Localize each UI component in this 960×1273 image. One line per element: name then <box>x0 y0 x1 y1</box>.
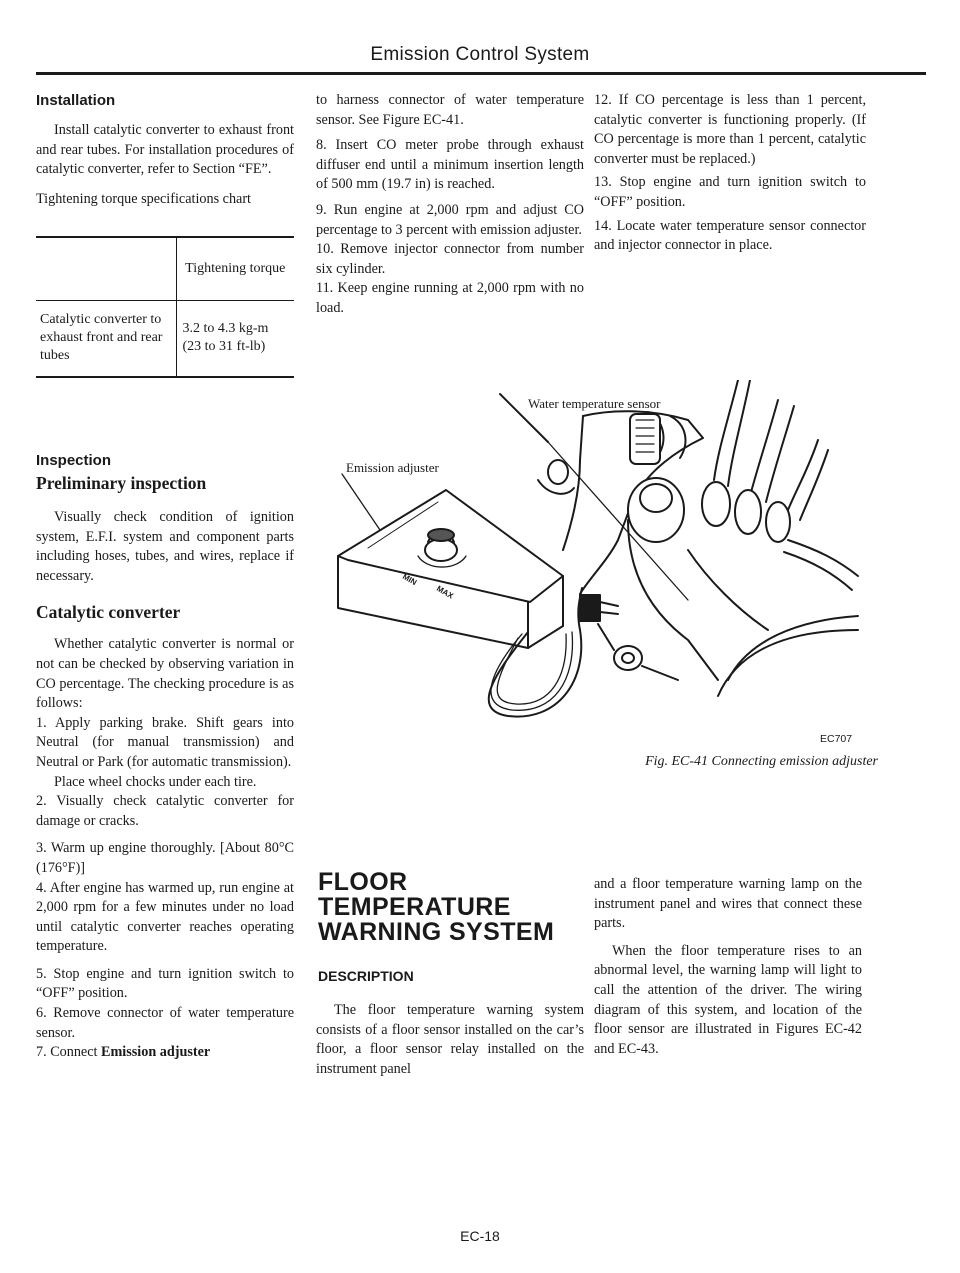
floor-description-p1-continued: and a floor temperature warning lamp on the instrument panel and wires that connect these parts. <box>594 876 862 932</box>
step-14: 14. Locate water temperature sensor connector and injector connector in place. <box>594 217 866 254</box>
step-5: 5. Stop engine and turn ignition switch to “OFF” position. <box>36 965 294 1002</box>
torque-table <box>36 236 294 378</box>
page-header-title: Emission Control System <box>370 44 590 65</box>
step-7-continued-text: to harness connector of water temperature sensor. See Figure EC-41. <box>316 92 584 128</box>
floor-p1-text: The floor temperature warning system consists of a floor sensor installed on the car’s floor, a floor sensor relay installed on the instrument panel <box>316 1002 584 1077</box>
harness-connector <box>580 595 600 621</box>
torque-table-row-label: Catalytic converter to exhaust front and rear tubes <box>36 300 176 377</box>
step-8: 8. Insert CO meter probe through exhaust diffuser end until a minimum insertion length of 500 mm (19.7 in) is reached. <box>316 137 584 193</box>
installation-section <box>36 92 294 209</box>
torque-chart-title: Tightening torque specifications chart <box>36 190 252 207</box>
adjuster-cable <box>489 588 582 717</box>
step-1: 1. Apply parking brake. Shift gears into Neutral (for manual transmission) and Neutral or Park (for automatic transmission). <box>36 714 294 770</box>
emission-adjuster-term: Emission adjuster <box>101 1044 211 1061</box>
floor-description-p2: When the floor temperature rises to an abnormal level, the warning lamp will light to call the attention of the driver. The wiring diagram of this system, and location of the floor sensor are illustrated in Figures EC-42 and EC-43. <box>594 942 862 1057</box>
floor-heading-line-1: FLOOR <box>318 868 408 896</box>
preliminary-inspection-heading: Preliminary inspection <box>36 473 207 493</box>
step-13: 13. Stop engine and turn ignition switch to “OFF” position. <box>594 174 866 210</box>
torque-table-row-value: 3.2 to 4.3 kg-m (23 to 31 ft-lb) <box>176 300 294 377</box>
floor-description-p1 <box>316 1001 584 1079</box>
inspection-heading: Inspection <box>36 452 112 469</box>
step-3: 3. Warm up engine thoroughly. [About 80°C (176°F)] <box>36 840 294 876</box>
column-3-steps <box>594 91 866 256</box>
floor-description-part-2 <box>594 875 862 1059</box>
step-2: 2. Visually check catalytic converter for damage or cracks. <box>36 793 294 829</box>
step-1-note: Place wheel chocks under each tire. <box>54 773 257 790</box>
catalytic-converter-heading: Catalytic converter <box>36 602 181 623</box>
step-9: 9. Run engine at 2,000 rpm and adjust CO percentage to 3 percent with emission adjuster. <box>316 201 584 238</box>
inspection-section <box>36 452 294 1063</box>
installation-heading: Installation <box>36 92 116 109</box>
figure-caption: Fig. EC-41 Connecting emission adjuster <box>645 754 878 769</box>
column-2-steps <box>316 91 584 319</box>
step-6: 6. Remove connector of water temperature sensor. <box>36 1005 294 1041</box>
description-heading: DESCRIPTION <box>318 968 414 984</box>
floor-heading-line-3: WARNING SYSTEM <box>318 918 555 946</box>
step-7: 7. Connect Emission adjuster <box>36 1044 211 1061</box>
header-rule <box>36 72 926 75</box>
step-10: 10. Remove injector connector from number six cylinder. <box>316 241 584 277</box>
preliminary-inspection-body: Visually check condition of ignition system, E.F.I. system and component parts including hoses, tubes, and wires, replace if necessary. <box>36 509 294 584</box>
installation-body: Install catalytic converter to exhaust front and rear tubes. For installation procedures of catalytic converter, refer to Section “FE”. <box>36 122 294 178</box>
emission-adjuster-figure <box>318 380 878 730</box>
step-11: 11. Keep engine running at 2,000 rpm with no load. <box>316 280 584 316</box>
spark-plug-wires <box>702 380 858 590</box>
floor-temperature-heading <box>318 870 554 945</box>
exhaust-manifold <box>598 616 858 696</box>
step-7-continued <box>316 91 584 130</box>
page-number: EC-18 <box>460 1228 500 1244</box>
catalytic-converter-intro: Whether catalytic converter is normal or not can be checked by observing variation in CO percentage. The checking procedure is as follows: <box>36 636 294 712</box>
torque-table-blank-cell <box>36 237 176 300</box>
label-water-temperature-sensor: Water temperature sensor <box>528 396 661 411</box>
floor-heading-line-2: TEMPERATURE <box>318 893 511 921</box>
torque-table-header: Tightening torque <box>176 237 294 300</box>
adjuster-leader <box>342 474 380 530</box>
step-4: 4. After engine has warmed up, run engine at 2,000 rpm for a few minutes under no load until catalytic converter reaches operating temperature. <box>36 879 294 955</box>
emission-adjuster-box <box>338 490 563 648</box>
knob-min-label: MIN <box>401 571 419 588</box>
floor-description-part-1 <box>316 1001 584 1079</box>
knob-max-label: MAX <box>435 583 455 601</box>
step-12: 12. If CO percentage is less than 1 percent, catalytic converter is functioning properly. (If CO percentage is more than 1 percent, catalytic converter must be replaced.) <box>594 92 866 167</box>
figure-code: EC707 <box>820 733 853 745</box>
label-emission-adjuster: Emission adjuster <box>346 460 439 475</box>
